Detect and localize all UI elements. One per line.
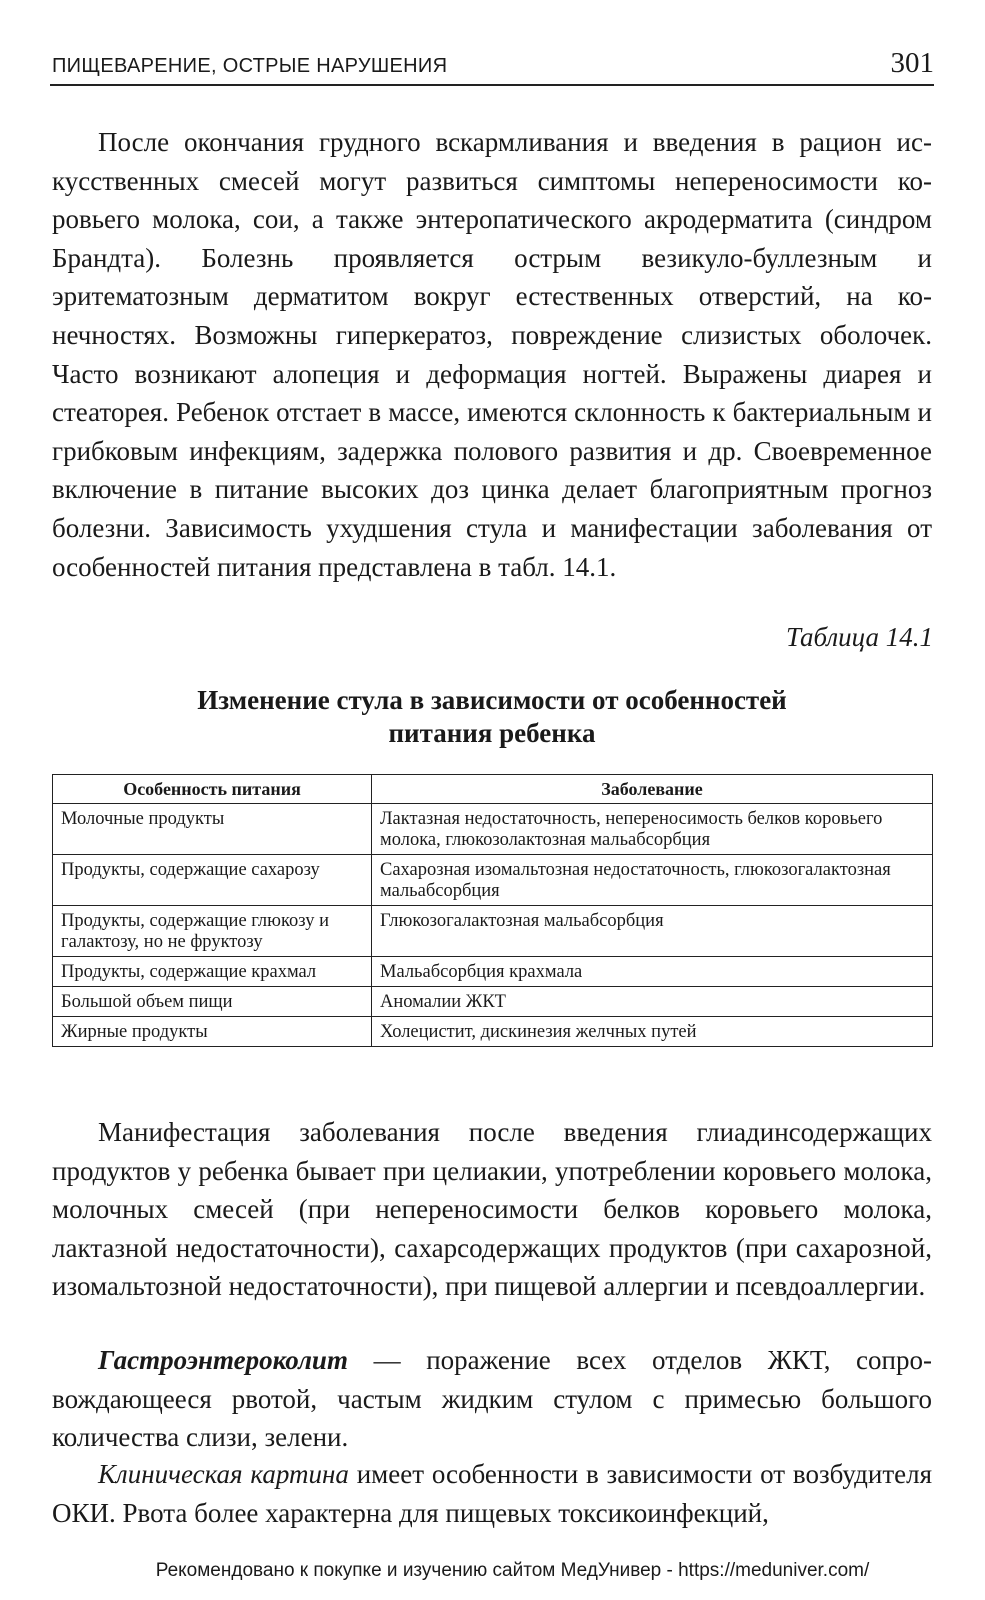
running-title: ПИЩЕВАРЕНИЕ, ОСТРЫЕ НАРУШЕНИЯ bbox=[52, 55, 448, 77]
table-row bbox=[53, 855, 933, 906]
running-header bbox=[50, 44, 934, 86]
table-cell-diet: Жирные продукты bbox=[53, 1017, 372, 1047]
table-cell-diet: Продукты, содержащие крахмал bbox=[53, 957, 372, 987]
body-paragraph-2: Манифестация заболевания после введения глиадинсодержащих продуктов у ребенка бывает при целиакии, употреблении коровьего молока, молочных смесей (при непереносимости белков коровьего молока, лактазной недостаточности), сахарсодержащих продуктов (при сахарозной, изомальтозной недостаточности), при пищевой аллергии и псевдоаллергии. bbox=[52, 1117, 932, 1302]
column-header-disease: Заболевание bbox=[372, 775, 933, 804]
paragraph-4-text: имеет особенности в зависимости от возбудителя ОКИ. Рвота более характерна для пищевых токсикоинфекций, bbox=[52, 1459, 933, 1528]
diet-disease-table bbox=[52, 774, 933, 1047]
table-cell-disease: Сахарозная изомальтозная недостаточность, глюкозогалактозная мальабсорбция bbox=[372, 855, 933, 906]
table-row bbox=[53, 906, 933, 957]
table-cell-disease: Мальабсорбция крахмала bbox=[372, 957, 933, 987]
column-header-diet: Особенность питания bbox=[53, 775, 372, 804]
table-row bbox=[53, 1017, 933, 1047]
table-cell-diet: Продукты, содержащие сахарозу bbox=[53, 855, 372, 906]
table-title-line-2: питания ребенка bbox=[388, 718, 596, 748]
table-row bbox=[53, 804, 933, 855]
footer-watermark: Рекомендовано к покупке и изучению сайтом МедУнивер - https://meduniver.com/ bbox=[155, 1560, 870, 1581]
table-cell-diet: Большой объем пищи bbox=[53, 987, 372, 1017]
table-header-row bbox=[53, 775, 933, 804]
table-title bbox=[52, 684, 932, 750]
table-title-line-1: Изменение стула в зависимости от особенностей bbox=[197, 685, 787, 715]
page-number: 301 bbox=[890, 47, 934, 79]
table-cell-diet: Продукты, содержащие глюкозу и галактозу, но не фруктозу bbox=[53, 906, 372, 957]
body-paragraph-4 bbox=[52, 1455, 932, 1532]
paragraph-3-text: — поражение всех отделов ЖКТ, сопровождающееся рвотой, частым жидким стулом с примесью большого количества слизи, зелени. bbox=[52, 1345, 932, 1453]
term-clinical-picture: Клиническая картина bbox=[98, 1459, 349, 1489]
body-paragraph-1: После окончания грудного вскармливания и введения в рацион искусственных смесей могут развиться симптомы непереносимости коровьего молока, сои, а также энтеропатического акродерматита (синдром Брандта). Болезнь проявляется острым везикуло-буллезным и эритематозным дерматитом вокруг естественных отверстий, на конечностях. Возможны гиперкератоз, повреждение слизистых оболочек. Часто возникают алопеция и деформация ногтей. Выражены диарея и стеаторея. Ребенок отстает в массе, имеются склонность к бактериальным и грибковым инфекциям, задержка полового развития и др. Своевременное включение в питание высоких доз цинка делает благоприятным прогноз болезни. Зависимость ухудшения стула и манифестации заболевания от особенностей питания представлена в табл. 14.1. bbox=[52, 127, 932, 582]
table-label: Таблица 14.1 bbox=[785, 622, 933, 652]
term-gastroenterocolitis: Гастроэнтероколит bbox=[98, 1345, 348, 1375]
body-paragraph-3 bbox=[52, 1341, 932, 1457]
table-row bbox=[53, 957, 933, 987]
table-cell-disease: Глюкозогалактозная мальабсорбция bbox=[372, 906, 933, 957]
table-cell-disease: Лактазная недостаточность, непереносимость белков коровьего молока, глюкозолактозная мальабсорбция bbox=[372, 804, 933, 855]
table-cell-disease: Аномалии ЖКТ bbox=[372, 987, 933, 1017]
table-cell-disease: Холецистит, дискинезия желчных путей bbox=[372, 1017, 933, 1047]
table-cell-diet: Молочные продукты bbox=[53, 804, 372, 855]
table-row bbox=[53, 987, 933, 1017]
